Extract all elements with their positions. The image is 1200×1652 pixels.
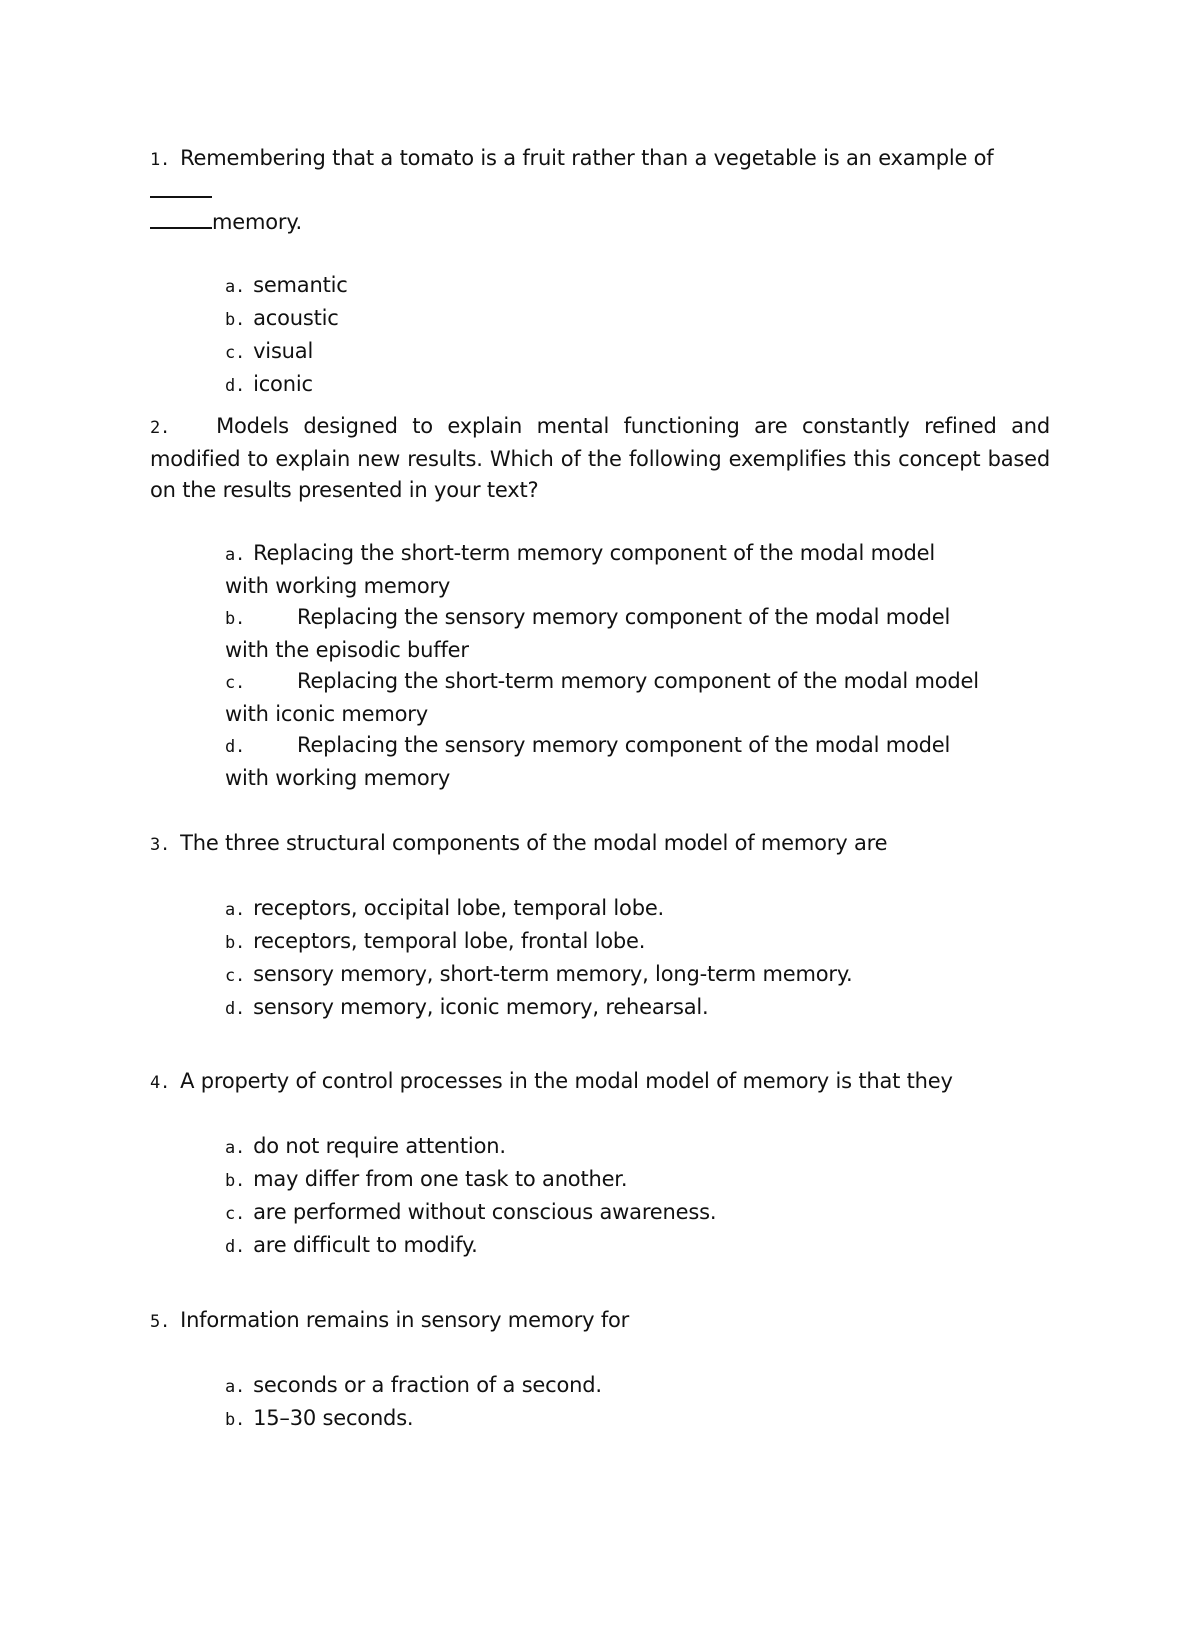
answer-options <box>225 1370 1045 1436</box>
question-3 <box>150 828 1050 1025</box>
answer-option: d. sensory memory, iconic memory, rehearsal. <box>225 995 709 1019</box>
question-number: 4. <box>150 1073 171 1093</box>
question-stem <box>150 411 1050 506</box>
answer-blank <box>150 207 212 229</box>
answer-option: b. Replacing the sensory memory component of the modal model with the episodic buffer <box>225 605 951 662</box>
answer-option: a. semantic <box>225 273 348 297</box>
answer-option: a. Replacing the short-term memory component of the modal model with working memory <box>225 541 935 598</box>
question-5 <box>150 1305 1050 1436</box>
answer-options <box>225 538 985 794</box>
answer-option: c. are performed without conscious awareness. <box>225 1200 717 1224</box>
question-stem <box>150 828 1050 861</box>
answer-option: b. may differ from one task to another. <box>225 1167 628 1191</box>
answer-options <box>225 270 1045 402</box>
question-text: Remembering that a tomato is a fruit rather than a vegetable is an example of <box>180 146 994 170</box>
question-number: 3. <box>150 835 171 855</box>
question-number: 2. <box>150 418 171 438</box>
answer-option: a. receptors, occipital lobe, temporal lobe. <box>225 896 665 920</box>
question-text: A property of control processes in the modal model of memory is that they <box>180 1069 953 1093</box>
question-text: Information remains in sensory memory for <box>180 1308 630 1332</box>
question-2 <box>150 411 1050 794</box>
question-4 <box>150 1066 1050 1263</box>
answer-option: b. acoustic <box>225 306 339 330</box>
answer-options <box>225 1131 1045 1263</box>
answer-option: d. Replacing the sensory memory component of the modal model with working memory <box>225 733 951 790</box>
question-text-suffix: memory. <box>212 210 303 234</box>
answer-option: a. do not require attention. <box>225 1134 506 1158</box>
answer-option: b. 15–30 seconds. <box>225 1406 414 1430</box>
answer-option: d. iconic <box>225 372 313 396</box>
question-1 <box>150 143 1050 402</box>
question-stem <box>150 143 1050 238</box>
question-text: Models designed to explain mental functioning are constantly refined and modified to explain new results. Which of the following exemplifies this concept based on the results presented in your text? <box>150 414 1050 502</box>
answer-option: d. are difficult to modify. <box>225 1233 478 1257</box>
question-stem <box>150 1305 1050 1338</box>
question-text: The three structural components of the modal model of memory are <box>180 831 888 855</box>
question-number: 1. <box>150 150 171 170</box>
question-stem <box>150 1066 1050 1099</box>
answer-option: a. seconds or a fraction of a second. <box>225 1373 602 1397</box>
answer-option: c. visual <box>225 339 314 363</box>
question-number: 5. <box>150 1312 171 1332</box>
answer-blank <box>150 176 212 198</box>
answer-options <box>225 893 1045 1025</box>
answer-option: c. Replacing the short-term memory component of the modal model with iconic memory <box>225 669 979 726</box>
answer-option: c. sensory memory, short-term memory, long-term memory. <box>225 962 853 986</box>
answer-option: b. receptors, temporal lobe, frontal lobe. <box>225 929 646 953</box>
